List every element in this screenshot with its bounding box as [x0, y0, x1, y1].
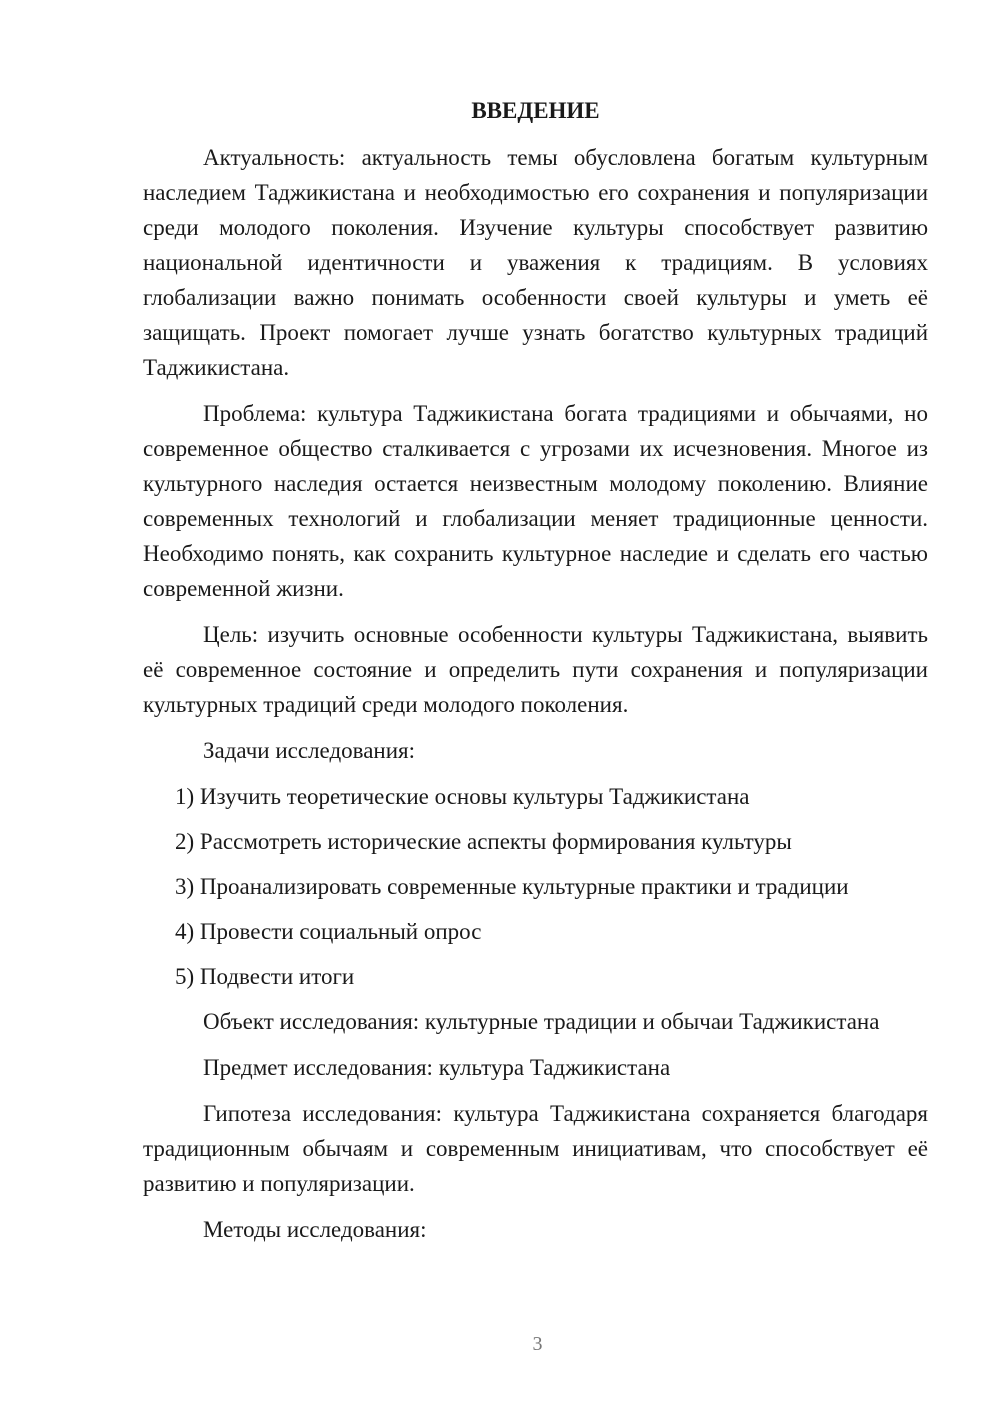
task-item: 3) Проанализировать современные культурные практики и традиции — [175, 874, 849, 899]
page-number: 3 — [532, 1333, 543, 1355]
tasks-list — [143, 779, 928, 994]
subject-paragraph: Предмет исследования: культура Таджикистана — [203, 1055, 671, 1080]
task-item: 2) Рассмотреть исторические аспекты формирования культуры — [175, 829, 792, 854]
task-item: 1) Изучить теоретические основы культуры Таджикистана — [175, 784, 750, 809]
tasks-heading: Задачи исследования: — [203, 738, 416, 763]
methods-heading: Методы исследования: — [203, 1217, 427, 1242]
relevance-paragraph: Актуальность: актуальность темы обусловлена богатым культурным наследием Таджикистана и необходимостью его сохранения и популяризации среди молодого поколения. Изучение культуры способствует развитию национальной идентичности и уважения к традициям. В условиях глобализации важно понимать особенности своей культуры и уметь её защищать. Проект помогает лучше узнать богатство культурных традиций Таджикистана. — [143, 145, 928, 380]
problem-paragraph: Проблема: культура Таджикистана богата традициями и обычаями, но современное общество сталкивается с угрозами их исчезновения. Многое из культурного наследия остается неизвестным молодому поколению. Влияние современных технологий и глобализации меняет традиционные ценности. Необходимо понять, как сохранить культурное наследие и сделать его частью современной жизни. — [143, 401, 928, 601]
page-content — [143, 93, 928, 1258]
task-item: 5) Подвести итоги — [175, 964, 355, 989]
hypothesis-paragraph: Гипотеза исследования: культура Таджикистана сохраняется благодаря традиционным обычаям и современным инициативам, что способствует её развитию и популяризации. — [143, 1101, 928, 1196]
object-paragraph: Объект исследования: культурные традиции и обычаи Таджикистана — [203, 1009, 880, 1034]
goal-paragraph: Цель: изучить основные особенности культуры Таджикистана, выявить её современное состояние и определить пути сохранения и популяризации культурных традиций среди молодого поколения. — [143, 622, 928, 717]
page-title: ВВЕДЕНИЕ — [471, 98, 600, 123]
task-item: 4) Провести социальный опрос — [175, 919, 482, 944]
